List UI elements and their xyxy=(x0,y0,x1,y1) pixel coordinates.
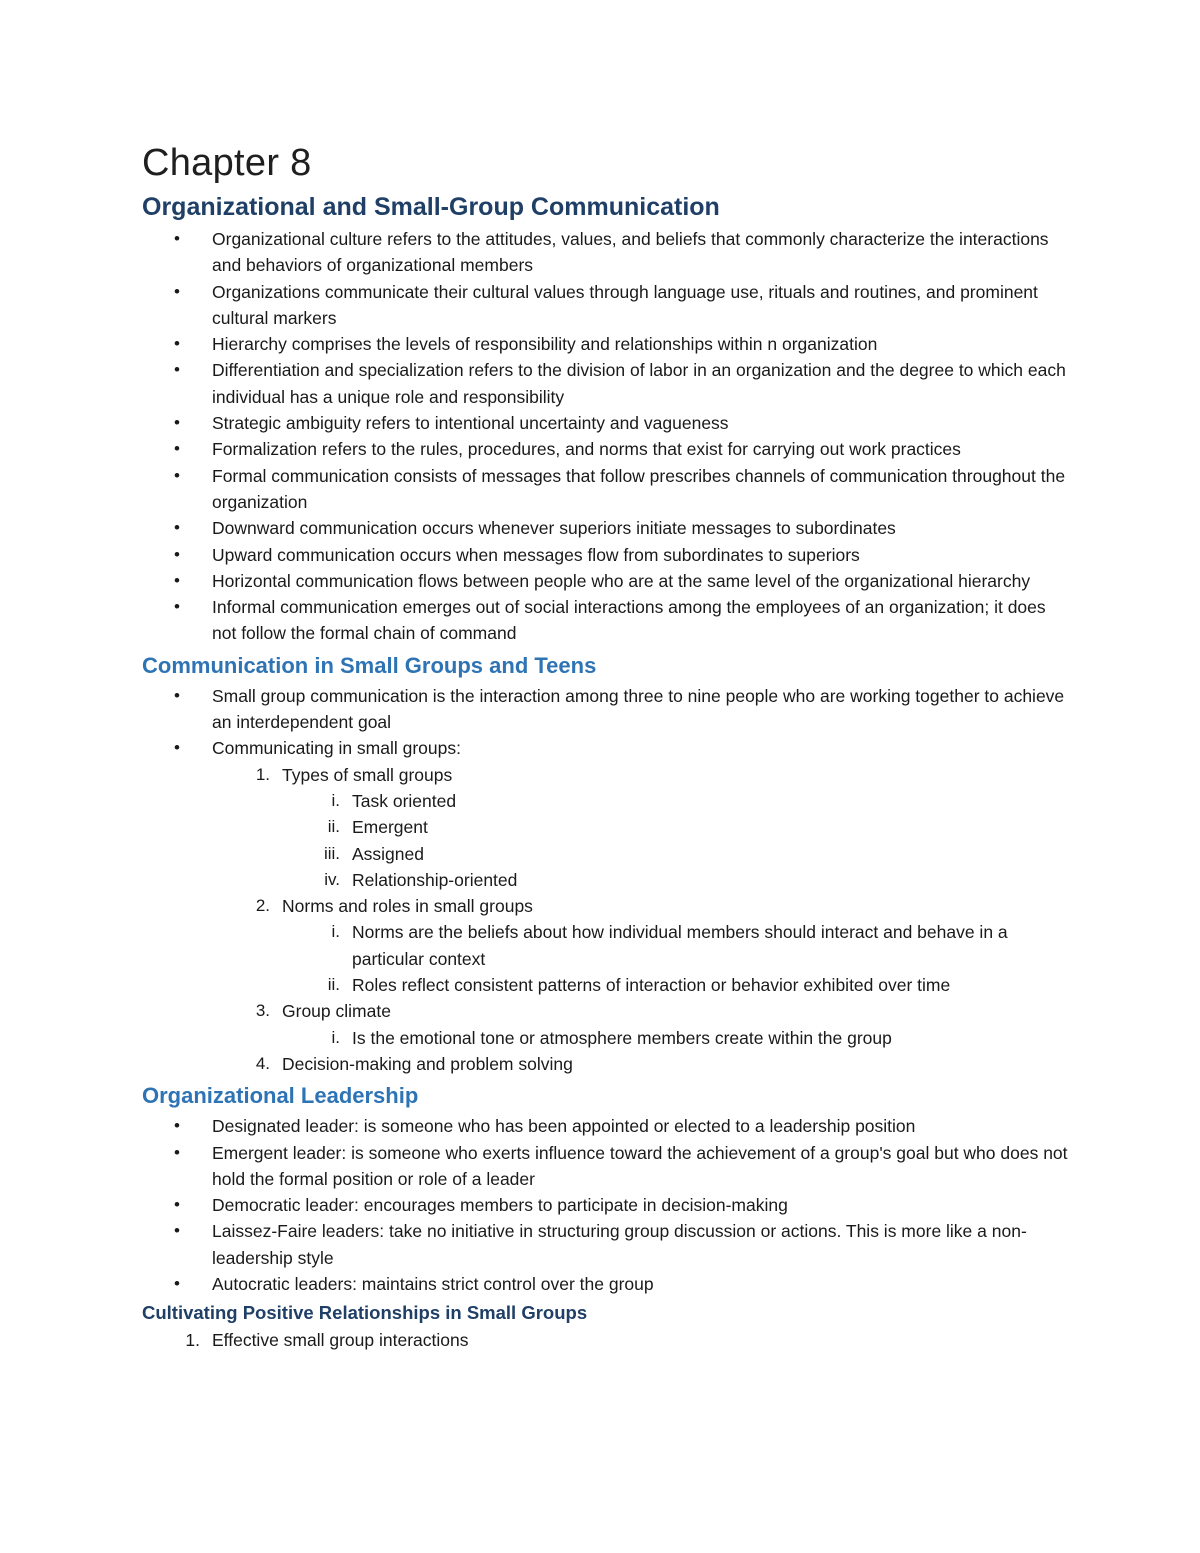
document-page xyxy=(142,140,1072,1354)
bullet-list-leadership xyxy=(142,1113,1072,1297)
list-item: • Formalization refers to the rules, procedures, and norms that exist for carrying out work practices xyxy=(142,436,1072,462)
numbered-item: 4. Decision-making and problem solving xyxy=(212,1051,1072,1077)
list-number: 4. xyxy=(255,1053,270,1073)
bullet-icon: • xyxy=(174,685,180,705)
bullet-list-organizational-communication xyxy=(142,226,1072,647)
numbered-item: 2. Norms and roles in small groups i. Norms are the beliefs about how individual members should interact and behave in a particular context ii. Roles reflect consistent patterns of interaction or behavior exhibited over time xyxy=(212,893,1072,998)
list-item: • Upward communication occurs when messages flow from subordinates to superiors xyxy=(142,542,1072,568)
sub-item: ii. Roles reflect consistent patterns of interaction or behavior exhibited over time xyxy=(282,972,1072,998)
section-heading-small-groups: Communication in Small Groups and Teens xyxy=(142,652,597,678)
list-number: iv. xyxy=(324,869,340,889)
list-item: • Laissez-Faire leaders: take no initiative in structuring group discussion or actions. This is more like a non-leadership style xyxy=(142,1218,1072,1271)
list-item: • Formal communication consists of messages that follow prescribes channels of communication throughout the organization xyxy=(142,463,1072,516)
numbered-item: 3. Group climate i. Is the emotional tone or atmosphere members create within the group xyxy=(212,998,1072,1051)
bullet-icon: • xyxy=(174,1195,180,1215)
sub-list xyxy=(282,1025,1072,1051)
list-item: • Autocratic leaders: maintains strict control over the group xyxy=(142,1271,1072,1297)
list-item: • Emergent leader: is someone who exerts influence toward the achievement of a group's goal but who does not hold the formal position or role of a leader xyxy=(142,1140,1072,1193)
list-number: ii. xyxy=(327,975,340,995)
bullet-icon: • xyxy=(174,570,180,590)
list-number: 1. xyxy=(255,764,270,784)
bullet-icon: • xyxy=(174,334,180,354)
section-heading-organizational-communication: Organizational and Small-Group Communication xyxy=(142,193,720,221)
list-item: • Hierarchy comprises the levels of responsibility and relationships within n organization xyxy=(142,331,1072,357)
bullet-icon: • xyxy=(174,544,180,564)
bullet-icon: • xyxy=(174,281,180,301)
list-number: 2. xyxy=(255,896,270,916)
list-number: i. xyxy=(331,1027,340,1047)
sub-item: i. Is the emotional tone or atmosphere members create within the group xyxy=(282,1025,1072,1051)
sub-list xyxy=(282,919,1072,998)
chapter-title: Chapter 8 xyxy=(142,142,312,184)
list-item: • Informal communication emerges out of social interactions among the employees of an organization; it does not follow the formal chain of command xyxy=(142,594,1072,647)
bullet-list-small-groups xyxy=(142,683,1072,1077)
list-item: • Communicating in small groups: 1. Types of small groups i. Task oriented ii. Emergent iii. Assigned iv. Relationship-oriented 2. Norms and roles in small groups i. Norms are the beliefs about how individual members should interact and behave in a particular context ii. Roles reflect consistent patterns of interaction or behavior exhibited over time 3. Group climate i. Is the emotional tone or atmosphere members create within the group 4. Decision-making and problem solving xyxy=(142,735,1072,1077)
list-item: • Organizations communicate their cultural values through language use, rituals and routines, and prominent cultural markers xyxy=(142,279,1072,332)
numbered-list-small-groups xyxy=(212,762,1072,1078)
list-item: • Strategic ambiguity refers to intentional uncertainty and vagueness xyxy=(142,410,1072,436)
list-item: • Downward communication occurs whenever superiors initiate messages to subordinates xyxy=(142,515,1072,541)
list-number: ii. xyxy=(327,817,340,837)
bullet-icon: • xyxy=(174,518,180,538)
bullet-icon: • xyxy=(174,597,180,617)
sub-list xyxy=(282,788,1072,893)
numbered-item: 1. Types of small groups i. Task oriented ii. Emergent iii. Assigned iv. Relationship-oriented xyxy=(212,762,1072,893)
bullet-icon: • xyxy=(174,229,180,248)
sub-item: ii. Emergent xyxy=(282,814,1072,840)
bullet-icon: • xyxy=(174,465,180,485)
section-heading-positive-relationships: Cultivating Positive Relationships in Small Groups xyxy=(142,1302,588,1324)
bullet-icon: • xyxy=(174,439,180,459)
sub-item: iii. Assigned xyxy=(282,841,1072,867)
list-number: 3. xyxy=(255,1001,270,1021)
bullet-icon: • xyxy=(174,1221,180,1241)
bullet-icon: • xyxy=(174,738,180,758)
list-number: 1. xyxy=(185,1330,200,1351)
list-item: • Differentiation and specialization refers to the division of labor in an organization and the degree to which each individual has a unique role and responsibility xyxy=(142,357,1072,410)
sub-item: i. Norms are the beliefs about how individual members should interact and behave in a particular context xyxy=(282,919,1072,972)
section-heading-leadership: Organizational Leadership xyxy=(142,1083,419,1109)
bullet-icon: • xyxy=(174,360,180,380)
list-item: • Democratic leader: encourages members to participate in decision-making xyxy=(142,1192,1072,1218)
bullet-icon: • xyxy=(174,1116,180,1136)
sub-item: i. Task oriented xyxy=(282,788,1072,814)
bullet-icon: • xyxy=(174,1142,180,1162)
list-number: iii. xyxy=(323,843,340,863)
bullet-icon: • xyxy=(174,1273,180,1293)
numbered-list-positive-relationships xyxy=(142,1327,1072,1353)
list-item: • Designated leader: is someone who has been appointed or elected to a leadership position xyxy=(142,1113,1072,1139)
list-item: • Organizational culture refers to the attitudes, values, and beliefs that commonly characterize the interactions and behaviors of organizational members xyxy=(142,226,1072,279)
list-number: i. xyxy=(331,790,340,810)
list-number: i. xyxy=(331,922,340,942)
list-item: • Small group communication is the interaction among three to nine people who are working together to achieve an interdependent goal xyxy=(142,683,1072,736)
numbered-item: 1. Effective small group interactions xyxy=(142,1327,1072,1353)
sub-item: iv. Relationship-oriented xyxy=(282,867,1072,893)
list-item: • Horizontal communication flows between people who are at the same level of the organizational hierarchy xyxy=(142,568,1072,594)
bullet-icon: • xyxy=(174,413,180,433)
